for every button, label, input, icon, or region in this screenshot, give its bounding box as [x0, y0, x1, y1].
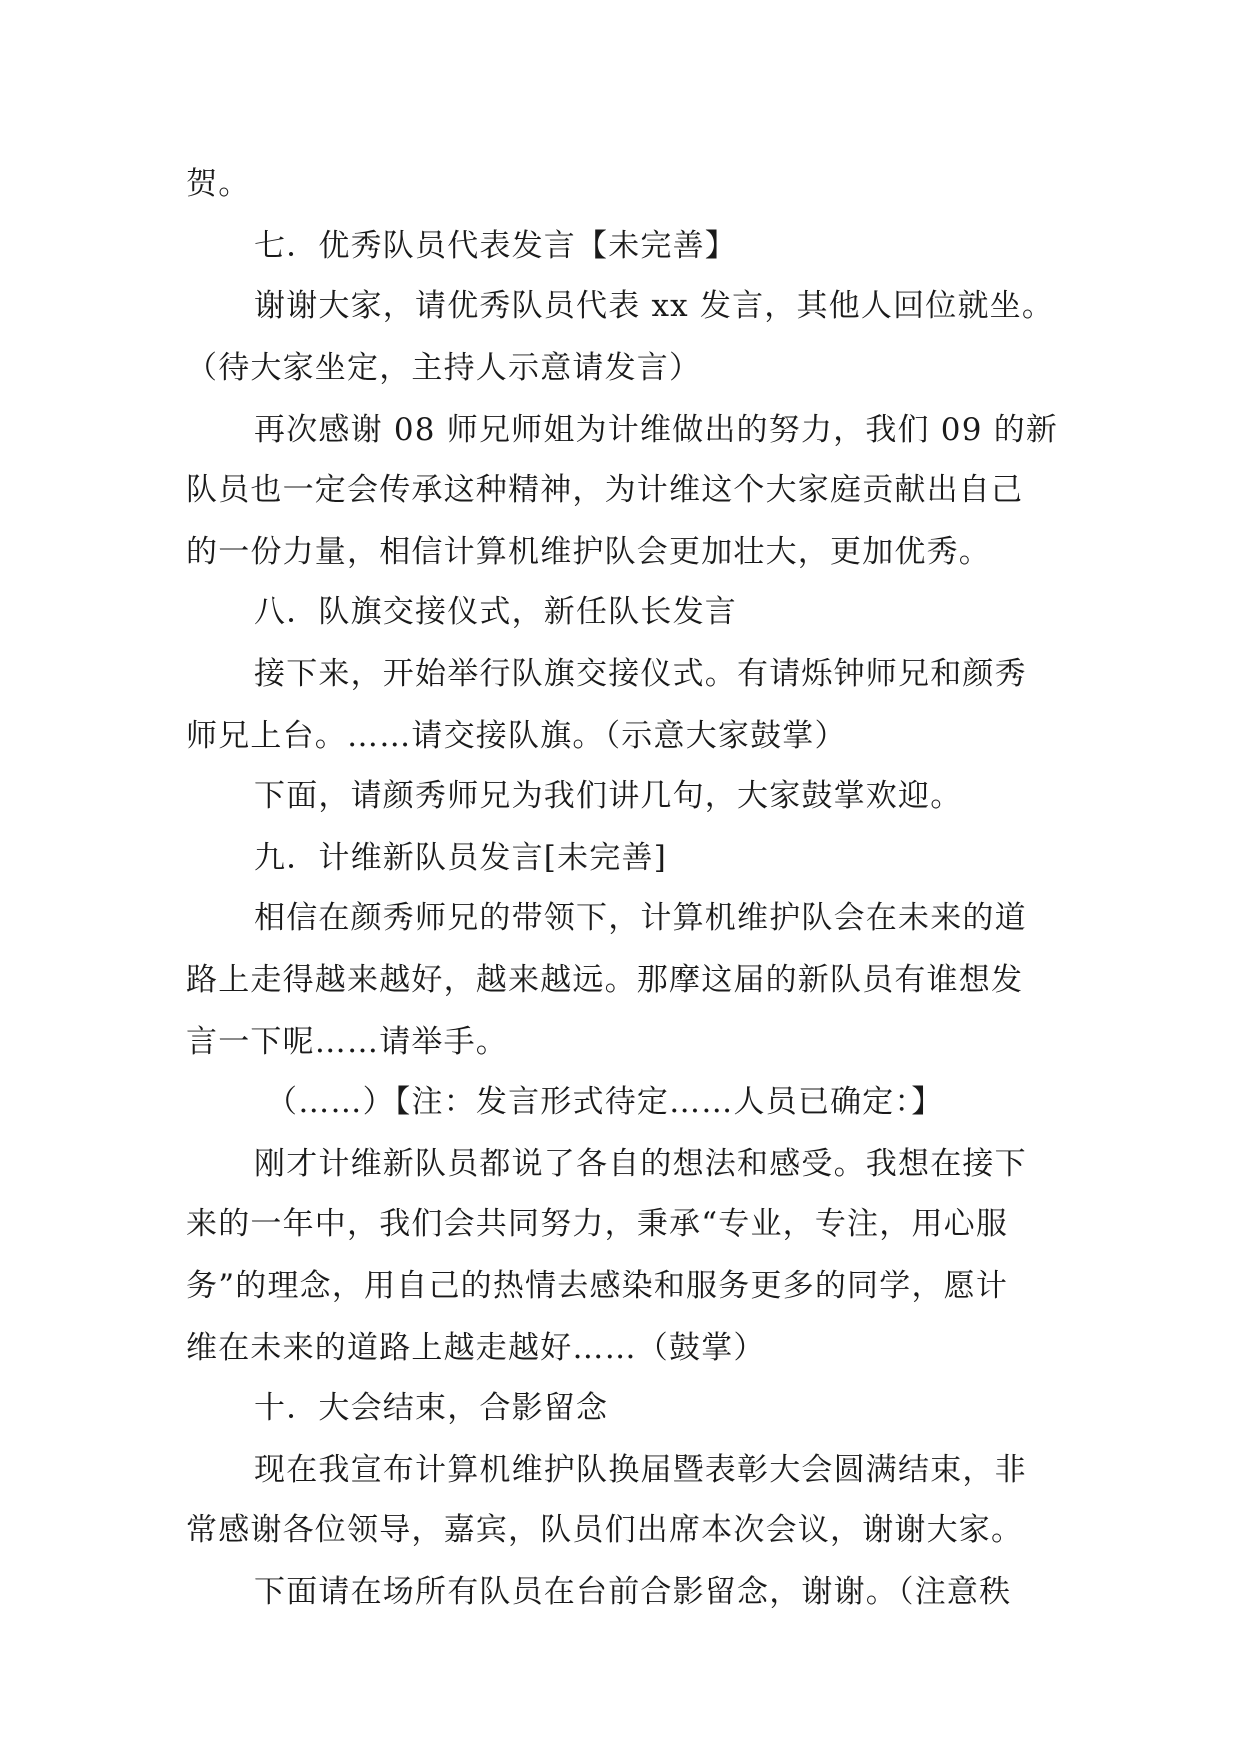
text-line: 现在我宣布计算机维护队换届暨表彰大会圆满结束，非 [254, 1452, 1027, 1488]
text-line: 来的一年中，我们会共同努力，秉承“专业，专注，用心服 [186, 1206, 1009, 1242]
text-line: 再次感谢 08 师兄师姐为计维做出的努力，我们 09 的新 [254, 412, 1059, 448]
text-line: 路上走得越来越好，越来越远。那摩这届的新队员有谁想发 [186, 962, 1024, 998]
text-line: 维在未来的道路上越走越好……（鼓掌） [186, 1330, 766, 1366]
text-line: （待大家坐定，主持人示意请发言） [186, 350, 702, 386]
text-line: 队员也一定会传承这种精神，为计维这个大家庭贡献出自己 [186, 472, 1024, 508]
text-line: 师兄上台。……请交接队旗。（示意大家鼓掌） [186, 718, 847, 754]
text-line: 接下来，开始举行队旗交接仪式。有请烁钟师兄和颜秀 [254, 656, 1027, 692]
text-line: 常感谢各位领导，嘉宾，队员们出席本次会议，谢谢大家。 [186, 1512, 1024, 1548]
text-line: 务”的理念，用自己的热情去感染和服务更多的同学，愿计 [186, 1268, 1009, 1304]
section-heading: 八．队旗交接仪式，新任队长发言 [254, 594, 737, 630]
section-heading: 九．计维新队员发言[未完善] [254, 840, 667, 876]
text-line: 下面请在场所有队员在台前合影留念，谢谢。（注意秩 [254, 1574, 1012, 1610]
text-line: 贺。 [186, 166, 251, 202]
text-line: 言一下呢……请举手。 [186, 1024, 508, 1060]
text-line: 谢谢大家，请优秀队员代表 xx 发言，其他人回位就坐。 [254, 288, 1055, 324]
text-line: 的一份力量，相信计算机维护队会更加壮大，更加优秀。 [186, 534, 991, 570]
note-line: （……）【注：发言形式待定……人员已确定：】 [266, 1084, 944, 1120]
section-heading: 七．优秀队员代表发言【未完善】 [254, 228, 737, 264]
text-line: 下面，请颜秀师兄为我们讲几句，大家鼓掌欢迎。 [254, 778, 963, 814]
text-line: 刚才计维新队员都说了各自的想法和感受。我想在接下 [254, 1146, 1027, 1182]
section-heading: 十．大会结束，合影留念 [254, 1390, 609, 1426]
text-line: 相信在颜秀师兄的带领下，计算机维护队会在未来的道 [254, 900, 1027, 936]
